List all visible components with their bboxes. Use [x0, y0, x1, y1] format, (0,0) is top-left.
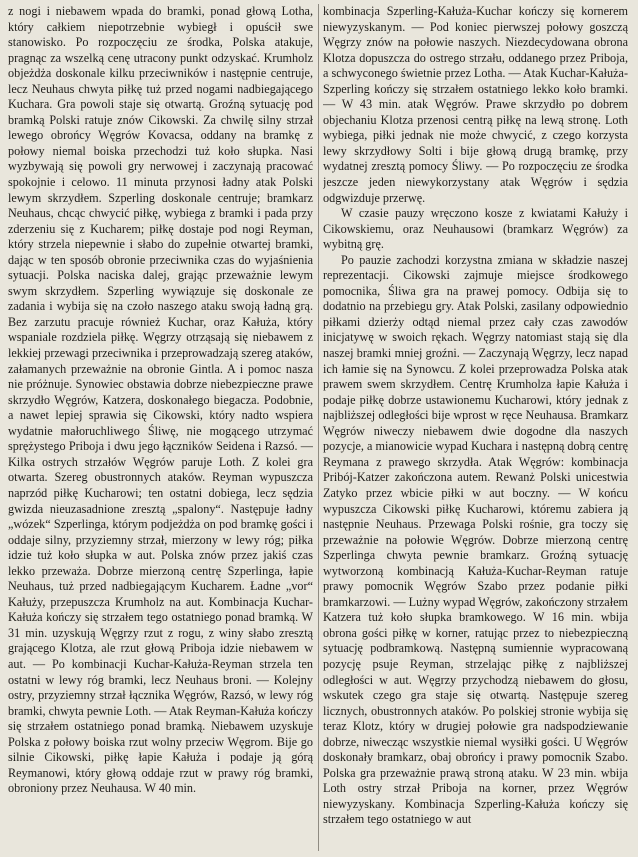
right-column [323, 4, 628, 853]
right-paragraph-2: W czasie pauzy wręczono kosze z kwiatami Kałużу i Cikowskiemu, oraz Neuhausowi (bramkarz Węgrów) za wybitną grę. [323, 206, 628, 252]
left-column [8, 4, 313, 853]
column-divider [318, 4, 319, 851]
right-paragraph-3: Po pauzie zachodzi korzystna zmiana w składzie naszej reprezentacji. Cikowski zajmuje miejsce środkowego pomocnika, Śliwa gra na prawej pomocy. Odbija się to dodatnio na przebiegu gry. Atak Polski, zasilany odpowiednio piłkami dzierży odtąd niemal przez cały czas zawodów inicjatywę w swoich rękach. Węgrzy natomiast stają się dla naszej bramki mniej groźni. — Zaczynają Węgrzy, lecz napad ich łamie się na Synowcu. Z kolei przeprowadza Polska atak prawem swem skrzydłem. Centrę Krumholza łapie Kałuża i podaje piłkę dobrze ustawionemu Kucharowi, który jednak z najbliższej odległości bije wprost w ręce Neuhausa. Bramkarz Węgrów niweczy niebawem dwie dogodne dla naszych pozycje, a mianowicie wypad Kuchara i następną dobrą centrę Reymana z prawego skrzydła. Atak Węgrów: kombinacja Pribój-Katzer zakończona autem. Rewanż Polski unicestwia Zatyko przez wbicie piłki w aut boczny. — W końcu wypuszcza Cikowski piłkę Kucharowi, któremu zabiera ją następnie Neuhaus. Przewaga Polski rośnie, gra toczy się przeważnie na połowie Węgrów. Dobrze mierzoną centrę Szperlinga chwyta pewnie bramkarz. Groźną sytuację wytworzoną kombinacją Kałuża-Kuchar-Reyman ratuje prawy pomocnik Węgrów Szabo przez podanie piłki bramkarzowi. — Lużny wypad Węgrów, zakończony strzałem Katzera tuż koło słupka bramkowego. W 16 min. wbija obrona gości piłkę w korner, ratując przez to niebezpieczną sytuację podbramkową. Następną sumiennie wypracowaną pozycję psuje Reyman, strzelając piłkę z najbliższej odległości w aut. Węgrzy przychodzą niebawem do głosu, wskutek czego gra staje się otwartą. Następuje szereg licznych, obustronnych ataków. Po polskiej stronie wybija się teraz Klotz, który w drugiej połowie gra nadspodziewanie dobrze, niwecząc wszystkie niemal wysiłki gości. U Węgrów doskonały bramkarz, obaj obrońcy i prawy pomocnik Szabo. Polska gra przeważnie prawą stroną ataku. W 23 min. wbija Loth ostry strzał Priboja na korner, przez Węgrów niewyzyskany. Kombinacja Szperling-Kałuża kończy się strzałem tego ostatniego w aut [323, 252, 628, 827]
right-paragraph-1: kombinacja Szperling-Kałuża-Kuchar kończy się kornerem niewyzyskanym. — Pod koniec pierwszej połowy goszczą Węgrzy znów na połowie naszych. Niezdecydowana obrona Klotza dopuszcza do ostrego strzału, oddanego przez Priboja, a schwyconego świetnie przez Lotha. — Atak Kuchar-Kałuża-Szperling kończy się strzałem ostatniego lekko koło bramki. — W 43 min. atak Węgrów. Prawe skrzydło po dobrem objechaniu Klotza przenosi centrą piłkę na lewą stronę. Loth wybiega, piłki jednak nie może chwycić, z czego korzysta lewy skrzydłowy Solti i bije głową drugą bramkę, przy wydatnej zresztą pomocy Śliwy. — Po rozpoczęciu ze środka jeszcze jeden niewykorzystany atak Węgrów i sędzia odgwizduje przerwę. [323, 4, 628, 205]
left-paragraph-1: z nogi i niebawem wpada do bramki, ponad głową Lotha, który całkiem niepotrzebnie wybiegł i opuścił swe stanowisko. Po rozpoczęciu ze środka, Polska atakuje, pragnąc za wszelką cenę utracony punkt odzyskać. Krumholz objeżdża doskonale kilku przeciwników i następnie centruje, lecz Neuhaus chwyta piłkę tuż przed nogami nadbiegającego Kuchara. Gra powoli staje się otwartą. Groźną sytuację pod bramką Polski ratuje znów Cikowski. Za chwilę silny strzał lewego obrońcy Węgrów Kovacsa, oddany na bramkę z połowy niemal boiska przechodzi tuż koło słupka. Nasi wyzbywają się powoli gry nerwowej i zaczynają pracować spokojnie i celowo. 11 minuta przynosi ładny atak Polski lewym skrzydłem. Szperling doskonale centruje; bramkarz Neuhaus, chcąc chwycić piłkę, wybiega z bramki i pada przy zderzeniu się z Kucharem; piłkę dostaje pod nogi Reyman, który strzela niepewnie i słabo do zupełnie otwartej bramki, dając w ten sposób obronie przeciwnika czas do wyjaśnienia sytuacji. Polska naciska dalej, grając przeważnie lewym swym skrzydłem. Szperling wywiązuje się doskonale ze zadania i wybija się na czoło naszego ataku swoją ładną grą. Bez zarzutu pracuje również Kuchar, oraz Kałuża, który wspaniale rozdziela piłkę. Węgrzy otrząsają się niebawem z lekkiej przewagi przeciwnika i przeprowadzają szereg ataków, załamanych przeważnie na obronie Gintla. A i pomoc nasza nie próżnuje. Synowiec obstawia dobrze niebezpieczne prawe skrzydło Węgrów, Katzera, doskonałego biegacza. Podobnie, a nawet lepiej sprawia się Cikowski, który nadto wspiera wydatnie małoruchliwego Śliwę, nie mogącego utrzymać sprężystego Priboja i dwu jego łączników Seidena i Razsó. — Kilka ostrych strzałów Węgrów paruje Loth. Z kolei gra otwarta. Szereg obustronnych ataków. Reyman wypuszcza naprzód piłkę Kucharowi; ten ostatni dobiega, lecz sędzia gwizda nieuzasadnione zresztą „spalony“. Następuje ładny „wózek“ Szperlinga, którym podjeżdża on pod bramkę gości i oddaje silny, przyziemny strzał, mierzony w lewy róg; piłka idzie tuż koło słupka w aut. Polska znów przez jakiś czas lekko przeważa. Dobrze mierzoną centrę Szperlinga, łapie Neuhaus, tuż przed nadbiegającym Kucharem. Ładne „vor“ Kałuży, przepuszcza Krumholz na aut. Kombinacja Kuchar-Kałuża kończy się strzałem tego ostatniego ponad bramką. W 31 min. uzyskują Węgrzy rzut z rogu, z winy słabo zresztą grającego Klotza, ale rzut głową Priboja idzie niebawem w aut. — Po kombinacji Kuchar-Kałuża-Reyman strzela ten ostatni w lewy róg bramki, lecz Neuhaus broni. — Kolejny ostry, przyziemny strzał łącznika Węgrów, Razsó, w lewy róg bramki, chwyta pewnie Loth. — Atak Reyman-Kałuża kończy się strzałem ostatniego ponad bramką. Niebawem uzyskuje Polska z połowy boiska rzut wolny przeciw Węgrom. Bije go silnie Cikowski, piłkę łapie Kałuża i podaje ją górą Reymanowi, który głową oddaje rzut w prawy róg bramki, obroniony przez Neuhausa. W 40 min. [8, 4, 313, 796]
